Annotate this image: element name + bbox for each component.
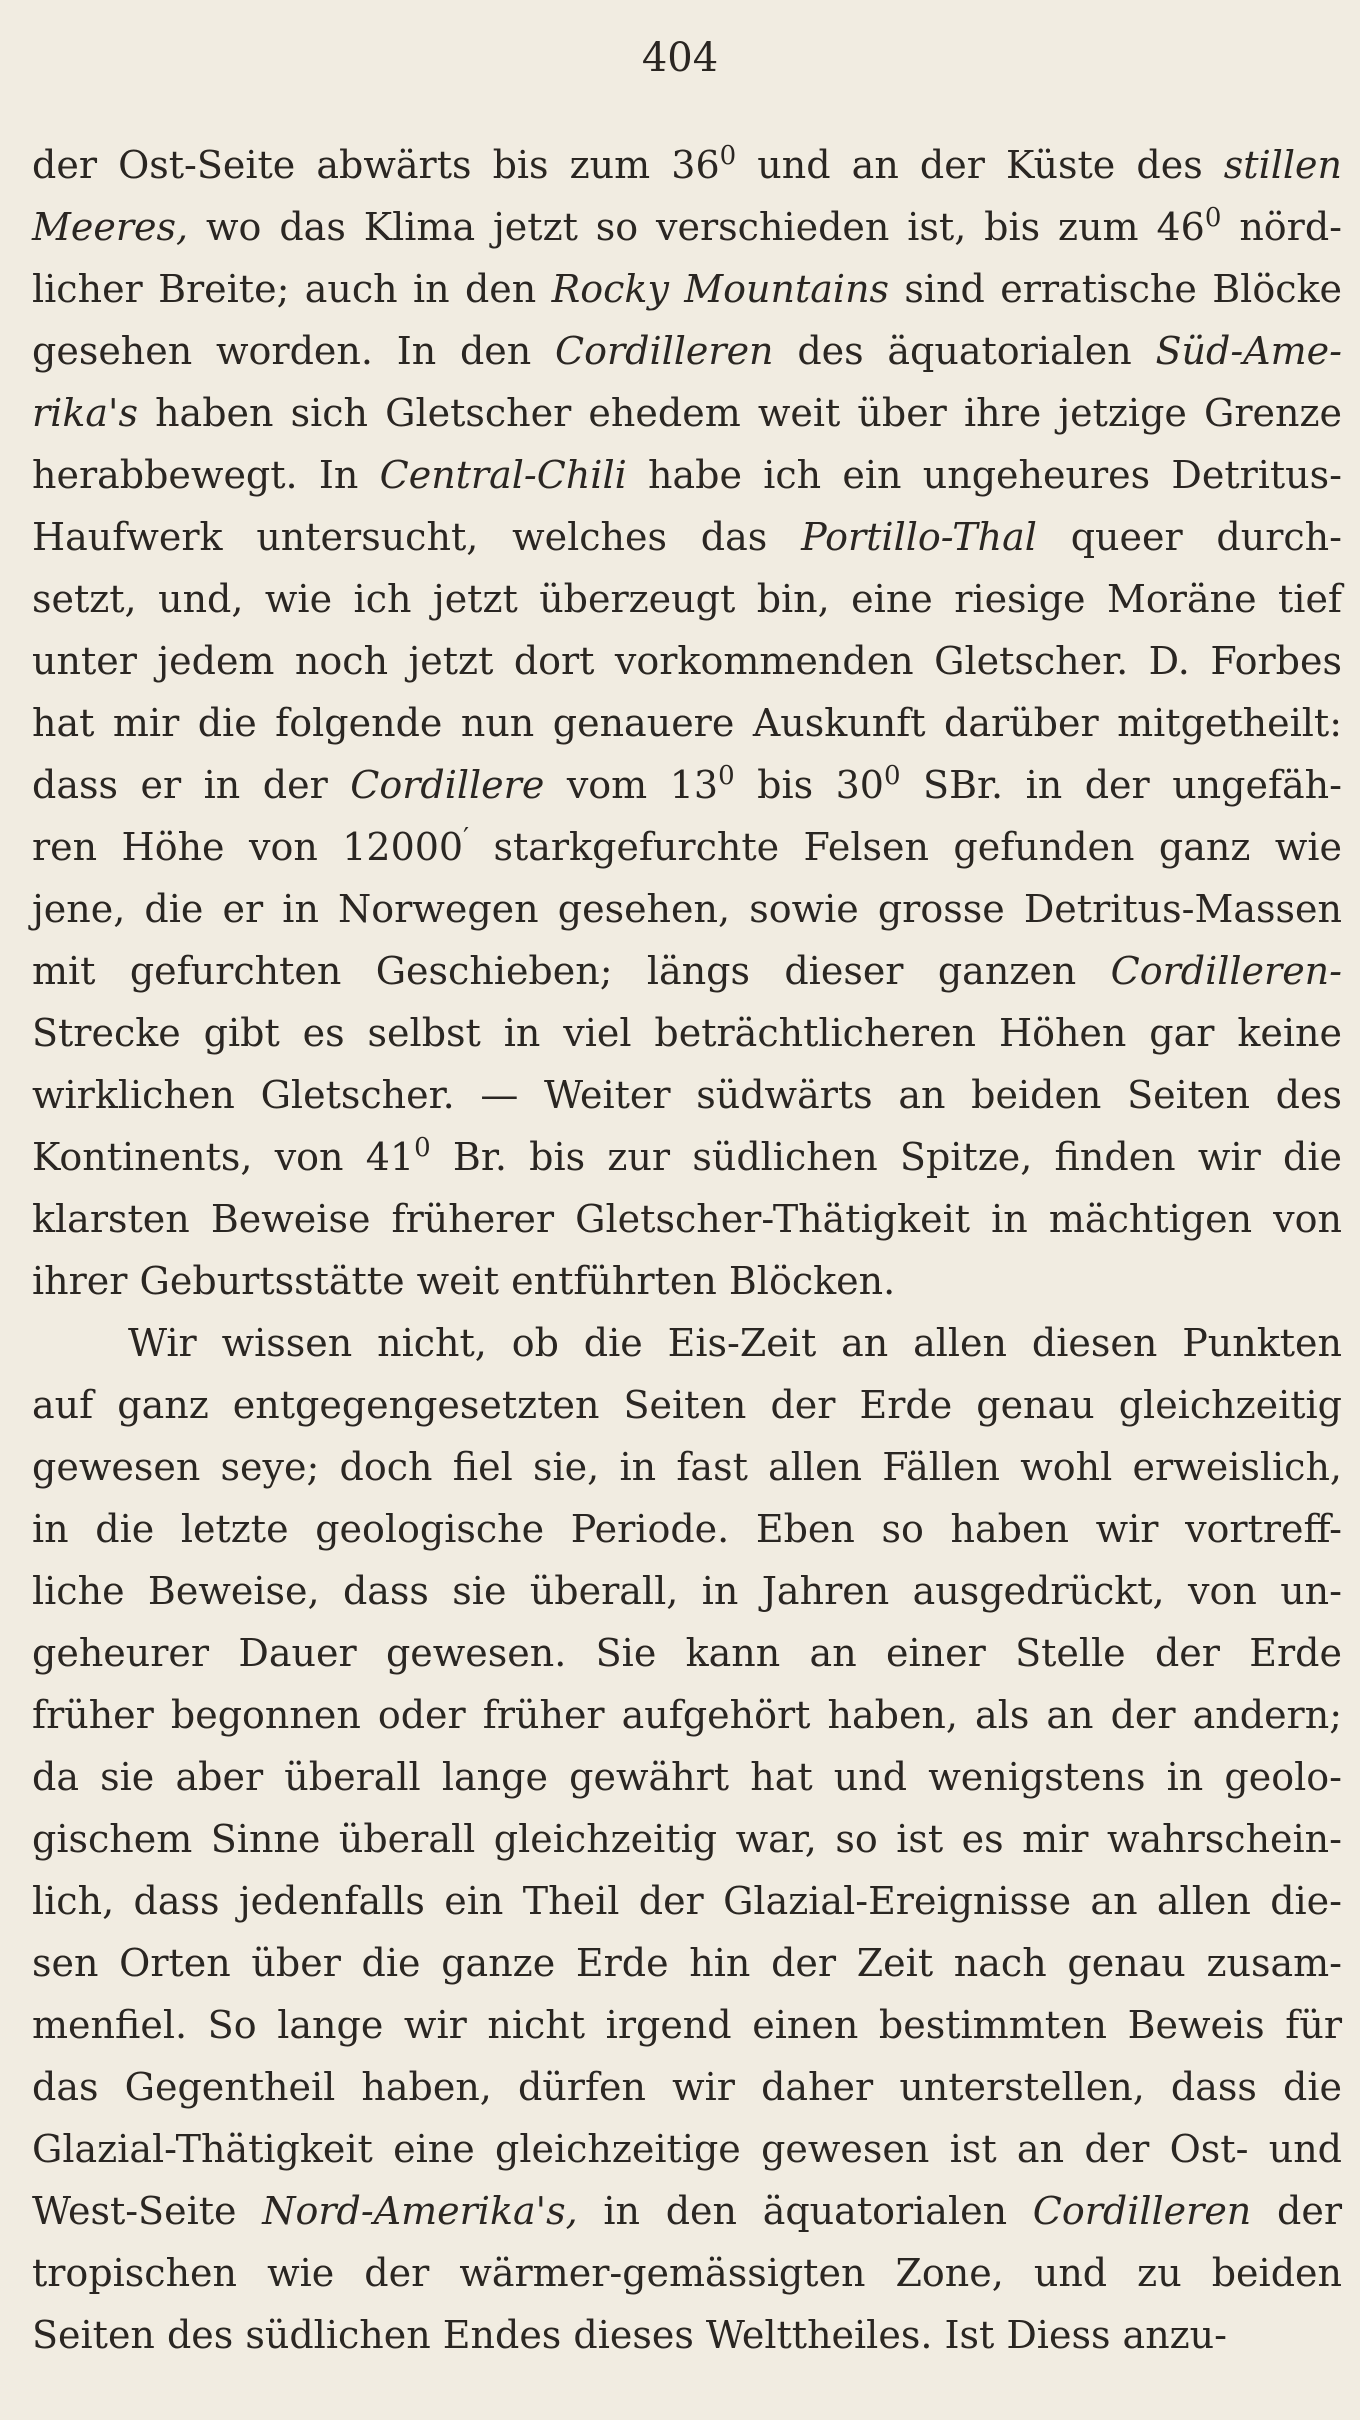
italic-run: Rocky Mountains: [551, 267, 890, 311]
text-run: da sie aber überall lange gewährt hat und wenigstens in geolo-: [32, 1755, 1342, 1799]
text-run: geheurer Dauer gewesen. Sie kann an einer Stelle der Erde: [32, 1631, 1342, 1675]
text-line: [32, 1436, 1342, 1498]
text-run: West-Seite: [32, 2189, 263, 2233]
text-run: hat mir die folgende nun genauere Auskunft darüber mitgetheilt:: [32, 701, 1342, 745]
text-line: [32, 816, 1342, 878]
text-run: herabbewegt. In: [32, 453, 380, 497]
italic-run: rika's: [32, 391, 138, 435]
text-line: [32, 1932, 1342, 1994]
text-line: [32, 692, 1342, 754]
text-run: Seiten des südlichen Endes dieses Welttheiles. Ist Diess anzu-: [32, 2313, 1227, 2357]
text-run: in den äquatorialen: [577, 2189, 1033, 2233]
superscript: 0: [718, 761, 735, 791]
text-line: [32, 196, 1342, 258]
text-run: gischem Sinne überall gleichzeitig war, so ist es mir wahrschein-: [32, 1817, 1342, 1861]
text-run: jene, die er in Norwegen gesehen, sowie grosse Detritus-Massen: [32, 887, 1342, 931]
superscript: 0: [414, 1133, 431, 1163]
body-text: [32, 134, 1342, 2366]
text-run: wo das Klima jetzt so verschieden ist, bis zum 46: [188, 205, 1205, 249]
superscript: 0: [883, 761, 901, 791]
text-run: klarsten Beweise früherer Gletscher-Thätigkeit in mächtigen von: [32, 1197, 1342, 1241]
text-run: Strecke gibt es selbst in viel beträchtlicheren Höhen gar keine: [32, 1011, 1342, 1055]
text-run: wirklichen Gletscher. — Weiter südwärts an beiden Seiten des: [32, 1073, 1342, 1117]
text-run: Glazial-Thätigkeit eine gleichzeitige gewesen ist an der Ost- und: [32, 2127, 1342, 2171]
text-run: liche Beweise, dass sie überall, in Jahren ausgedrückt, von un-: [32, 1569, 1342, 1613]
text-line: [32, 1808, 1342, 1870]
text-line: [32, 878, 1342, 940]
text-run: ren Höhe von 12000: [32, 825, 464, 869]
text-run: Br. bis zur südlichen Spitze, finden wir die: [430, 1135, 1342, 1179]
text-line: [32, 754, 1342, 816]
text-run: dass er in der: [32, 763, 351, 807]
text-line: [32, 1188, 1342, 1250]
text-run: sen Orten über die ganze Erde hin der Zeit nach genau zusam-: [32, 1941, 1342, 1985]
text-line: [32, 134, 1342, 196]
italic-run: Nord-Amerika's,: [262, 2189, 578, 2233]
superscript: 0: [719, 141, 737, 171]
text-line: [32, 258, 1342, 320]
text-line: [32, 1498, 1342, 1560]
text-run: nörd-: [1221, 205, 1342, 249]
text-run: mit gefurchten Geschieben; längs dieser ganzen: [32, 949, 1111, 993]
italic-run: Cordilleren-: [1110, 949, 1342, 993]
text-line: [32, 1684, 1342, 1746]
text-run: der Ost-Seite abwärts bis zum 36: [32, 143, 720, 187]
text-run: sind erratische Blöcke: [889, 267, 1343, 311]
text-line: [32, 1374, 1342, 1436]
text-line: [32, 568, 1342, 630]
italic-run: Cordilleren: [1032, 2189, 1252, 2233]
text-line: [32, 940, 1342, 1002]
text-run: setzt, und, wie ich jetzt überzeugt bin, eine riesige Moräne tief: [32, 577, 1342, 621]
italic-run: Süd-Ame-: [1155, 329, 1342, 373]
text-run: vom 13: [544, 763, 719, 807]
text-line: [32, 630, 1342, 692]
italic-run: Portillo-Thal: [801, 515, 1037, 559]
text-run: starkgefurchte Felsen gefunden ganz wie: [469, 825, 1343, 869]
text-line: [32, 1064, 1342, 1126]
text-line: [32, 320, 1342, 382]
text-line: [32, 2242, 1342, 2304]
text-run: SBr. in der ungefäh-: [900, 763, 1342, 807]
text-line: [32, 1560, 1342, 1622]
italic-run: Cordillere: [350, 763, 545, 807]
text-run: gesehen worden. In den: [32, 329, 556, 373]
italic-run: stillen: [1223, 143, 1342, 187]
text-run: tropischen wie der wärmer-gemässigten Zone, und zu beiden: [32, 2251, 1342, 2295]
text-run: Haufwerk untersucht, welches das: [32, 515, 802, 559]
text-run: bis 30: [734, 763, 884, 807]
text-run: Wir wissen nicht, ob die Eis-Zeit an allen diesen Punkten: [128, 1321, 1342, 1365]
text-line: [32, 2304, 1342, 2366]
italic-run: Meeres,: [32, 205, 189, 249]
superscript: 0: [1204, 203, 1222, 233]
page-number: 404: [641, 35, 719, 81]
text-run: des äquatorialen: [773, 329, 1156, 373]
text-line: [32, 2056, 1342, 2118]
text-line: [32, 1746, 1342, 1808]
text-run: gewesen seye; doch fiel sie, in fast allen Fällen wohl erweislich,: [32, 1445, 1342, 1489]
text-line: [32, 506, 1342, 568]
text-line: [32, 1622, 1342, 1684]
text-line: [32, 1002, 1342, 1064]
text-line: [32, 2180, 1342, 2242]
text-line: [32, 2118, 1342, 2180]
text-line: [32, 1994, 1342, 2056]
text-line: [32, 382, 1342, 444]
text-run: das Gegentheil haben, dürfen wir daher unterstellen, dass die: [32, 2065, 1342, 2109]
text-run: habe ich ein ungeheures Detritus-: [626, 453, 1343, 497]
text-run: haben sich Gletscher ehedem weit über ihre jetzige Grenze: [137, 391, 1342, 435]
superscript: ′: [463, 823, 470, 853]
italic-run: Central-Chili: [379, 453, 627, 497]
text-run: licher Breite; auch in den: [32, 267, 552, 311]
text-run: unter jedem noch jetzt dort vorkommenden Gletscher. D. Forbes: [32, 639, 1342, 683]
text-line: [32, 1250, 1342, 1312]
text-run: Kontinents, von 41: [32, 1135, 415, 1179]
text-run: menfiel. So lange wir nicht irgend einen bestimmten Beweis für: [32, 2003, 1342, 2047]
text-line: [32, 1312, 1342, 1374]
text-run: lich, dass jedenfalls ein Theil der Glazial-Ereignisse an allen die-: [32, 1879, 1342, 1923]
text-line: [32, 1870, 1342, 1932]
text-line: [32, 1126, 1342, 1188]
text-run: früher begonnen oder früher aufgehört haben, als an der andern;: [32, 1693, 1342, 1737]
text-run: und an der Küste des: [736, 143, 1224, 187]
text-run: auf ganz entgegengesetzten Seiten der Erde genau gleichzeitig: [32, 1383, 1342, 1427]
italic-run: Cordilleren: [555, 329, 774, 373]
text-line: [32, 444, 1342, 506]
text-run: in die letzte geologische Periode. Eben so haben wir vortreff-: [32, 1507, 1342, 1551]
text-run: ihrer Geburtsstätte weit entführten Blöcken.: [32, 1259, 896, 1303]
text-run: queer durch-: [1036, 515, 1342, 559]
text-run: der: [1251, 2189, 1342, 2233]
